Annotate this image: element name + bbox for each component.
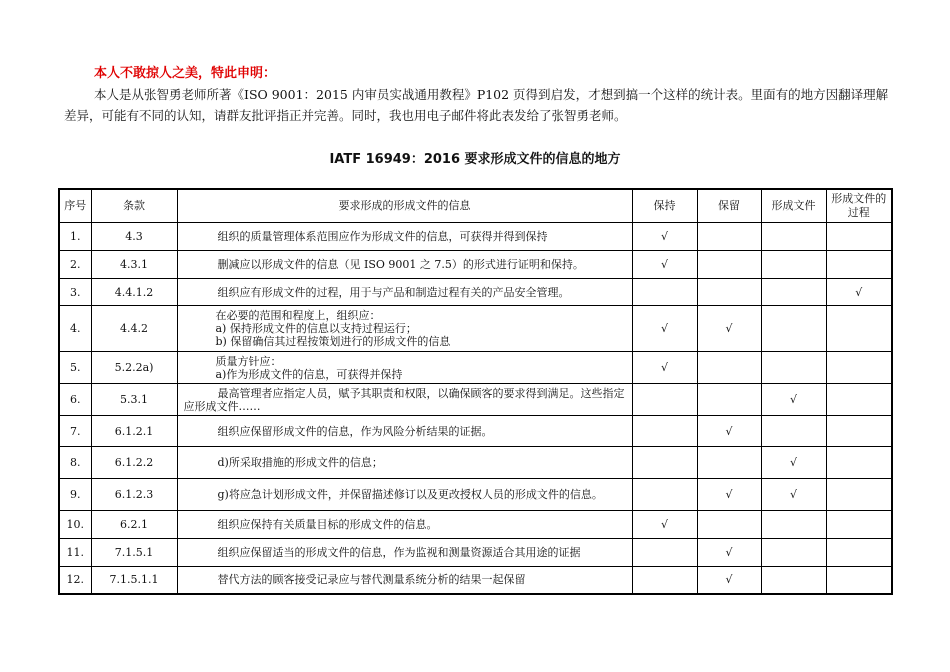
row-info-line: 组织应保留适当的形成文件的信息，作为监视和测量资源适合其用途的证据 [217, 546, 581, 559]
row-clause: 4.4.2 [91, 306, 177, 352]
row-retain-mark: √ [697, 539, 761, 567]
table-header-row [59, 189, 892, 223]
row-info-line: g)将应急计划形成文件，并保留描述修订以及更改授权人员的形成文件的信息。 [217, 488, 603, 501]
row-info-line: 质量方针应： [215, 354, 282, 368]
table-row [59, 251, 892, 279]
row-no: 4. [59, 306, 91, 352]
row-form-mark [761, 223, 826, 251]
header-no: 序号 [59, 189, 91, 223]
table-row [59, 384, 892, 416]
header-info: 要求形成的形成文件的信息 [177, 189, 632, 223]
row-info-line: a) 保持形成文件的信息以支持过程运行； [215, 322, 417, 335]
row-no: 1. [59, 223, 91, 251]
table-row [59, 416, 892, 447]
row-info-line: 组织应保留形成文件的信息，作为风险分析结果的证据。 [217, 424, 493, 438]
row-clause: 5.3.1 [91, 384, 177, 416]
row-clause: 7.1.5.1.1 [91, 567, 177, 594]
table-row [59, 279, 892, 306]
row-info-line: 在必要的范围和程度上，组织应： [215, 309, 381, 322]
row-info [177, 251, 632, 279]
row-process-mark [826, 567, 892, 594]
row-process-mark [826, 223, 892, 251]
row-info [177, 539, 632, 567]
table-row [59, 223, 892, 251]
row-form-mark [761, 511, 826, 539]
row-clause: 4.4.1.2 [91, 279, 177, 306]
row-retain-mark [697, 384, 761, 416]
row-clause: 5.2.2a) [91, 352, 177, 384]
row-maintain-mark: √ [632, 223, 697, 251]
row-info-line: a)作为形成文件的信息，可获得并保持 [215, 367, 403, 381]
row-no: 6. [59, 384, 91, 416]
row-retain-mark [697, 447, 761, 479]
row-clause: 6.1.2.3 [91, 479, 177, 511]
row-form-mark [761, 352, 826, 384]
row-info [177, 384, 632, 416]
row-clause: 4.3.1 [91, 251, 177, 279]
row-form-mark [761, 306, 826, 352]
row-process-mark [826, 306, 892, 352]
document-title: IATF 16949：2016 要求形成文件的信息的地方 [329, 152, 621, 167]
header-maintain: 保持 [632, 189, 697, 223]
row-info [177, 447, 632, 479]
row-retain-mark: √ [697, 416, 761, 447]
row-process-mark [826, 539, 892, 567]
row-no: 11. [59, 539, 91, 567]
row-maintain-mark: √ [632, 352, 697, 384]
row-info-line: 组织应保持有关质量目标的形成文件的信息。 [217, 518, 438, 531]
row-info-line: 替代方法的顾客接受记录应与替代测量系统分析的结果一起保留 [217, 573, 526, 587]
row-info-line: 组织应有形成文件的过程，用于与产品和制造过程有关的产品安全管理。 [217, 285, 570, 299]
row-retain-mark [697, 223, 761, 251]
row-retain-mark: √ [697, 479, 761, 511]
row-info [177, 511, 632, 539]
row-info-line: 最高管理者应指定人员，赋予其职责和权限，以确保顾客的要求得到满足。这些指定应形成文件…… [183, 386, 625, 413]
row-process-mark [826, 251, 892, 279]
row-info [177, 479, 632, 511]
row-form-mark: √ [761, 479, 826, 511]
row-process-mark [826, 511, 892, 539]
row-form-mark: √ [761, 447, 826, 479]
header-form: 形成文件 [761, 189, 826, 223]
row-maintain-mark: √ [632, 306, 697, 352]
row-no: 8. [59, 447, 91, 479]
row-info-line: b) 保留确信其过程按策划进行的形成文件的信息 [215, 335, 451, 348]
row-info [177, 567, 632, 594]
row-retain-mark [697, 279, 761, 306]
row-no: 3. [59, 279, 91, 306]
header-clause: 条款 [91, 189, 177, 223]
row-process-mark [826, 416, 892, 447]
table-row [59, 447, 892, 479]
row-maintain-mark [632, 567, 697, 594]
row-clause: 7.1.5.1 [91, 539, 177, 567]
row-info [177, 223, 632, 251]
row-info [177, 352, 632, 384]
row-process-mark [826, 384, 892, 416]
row-form-mark [761, 251, 826, 279]
row-no: 7. [59, 416, 91, 447]
row-maintain-mark: √ [632, 251, 697, 279]
row-retain-mark [697, 251, 761, 279]
row-process-mark: √ [826, 279, 892, 306]
header-process: 形成文件的过程 [826, 189, 892, 223]
row-clause: 6.1.2.1 [91, 416, 177, 447]
row-form-mark [761, 279, 826, 306]
row-retain-mark: √ [697, 306, 761, 352]
row-no: 12. [59, 567, 91, 594]
table-row [59, 306, 892, 352]
table-row [59, 511, 892, 539]
row-maintain-mark [632, 279, 697, 306]
row-no: 10. [59, 511, 91, 539]
row-no: 2. [59, 251, 91, 279]
row-form-mark [761, 567, 826, 594]
row-no: 5. [59, 352, 91, 384]
row-process-mark [826, 352, 892, 384]
row-maintain-mark [632, 539, 697, 567]
notice-title: 本人不敢掠人之美，特此申明： [94, 66, 277, 81]
row-info [177, 306, 632, 352]
row-form-mark [761, 539, 826, 567]
row-process-mark [826, 479, 892, 511]
row-info-line: d)所采取措施的形成文件的信息； [217, 456, 383, 469]
requirements-table [58, 188, 893, 595]
row-no: 9. [59, 479, 91, 511]
row-clause: 6.1.2.2 [91, 447, 177, 479]
row-maintain-mark [632, 479, 697, 511]
row-maintain-mark [632, 447, 697, 479]
row-retain-mark: √ [697, 567, 761, 594]
row-maintain-mark [632, 416, 697, 447]
row-process-mark [826, 447, 892, 479]
row-clause: 4.3 [91, 223, 177, 251]
row-form-mark: √ [761, 384, 826, 416]
row-info-line: 删减应以形成文件的信息（见 ISO 9001 之 7.5）的形式进行证明和保持。 [217, 258, 584, 271]
row-info [177, 416, 632, 447]
table-row [59, 479, 892, 511]
row-retain-mark [697, 511, 761, 539]
row-form-mark [761, 416, 826, 447]
table-row [59, 539, 892, 567]
row-maintain-mark: √ [632, 511, 697, 539]
row-clause: 6.2.1 [91, 511, 177, 539]
table-row [59, 567, 892, 594]
row-info [177, 279, 632, 306]
row-info-line: 组织的质量管理体系范围应作为形成文件的信息，可获得并得到保持 [217, 230, 548, 243]
notice-body: 本人是从张智勇老师所著《ISO 9001：2015 内审员实战通用教程》P102 页得到启发，才想到搞一个这样的统计表。里面有的地方因翻译理解差异，可能有不同的认知，请群友批评指正并完善。同时，我也用电子邮件将此表发给了张智勇老师。 [64, 87, 889, 123]
row-retain-mark [697, 352, 761, 384]
row-maintain-mark [632, 384, 697, 416]
table-row [59, 352, 892, 384]
header-retain: 保留 [697, 189, 761, 223]
